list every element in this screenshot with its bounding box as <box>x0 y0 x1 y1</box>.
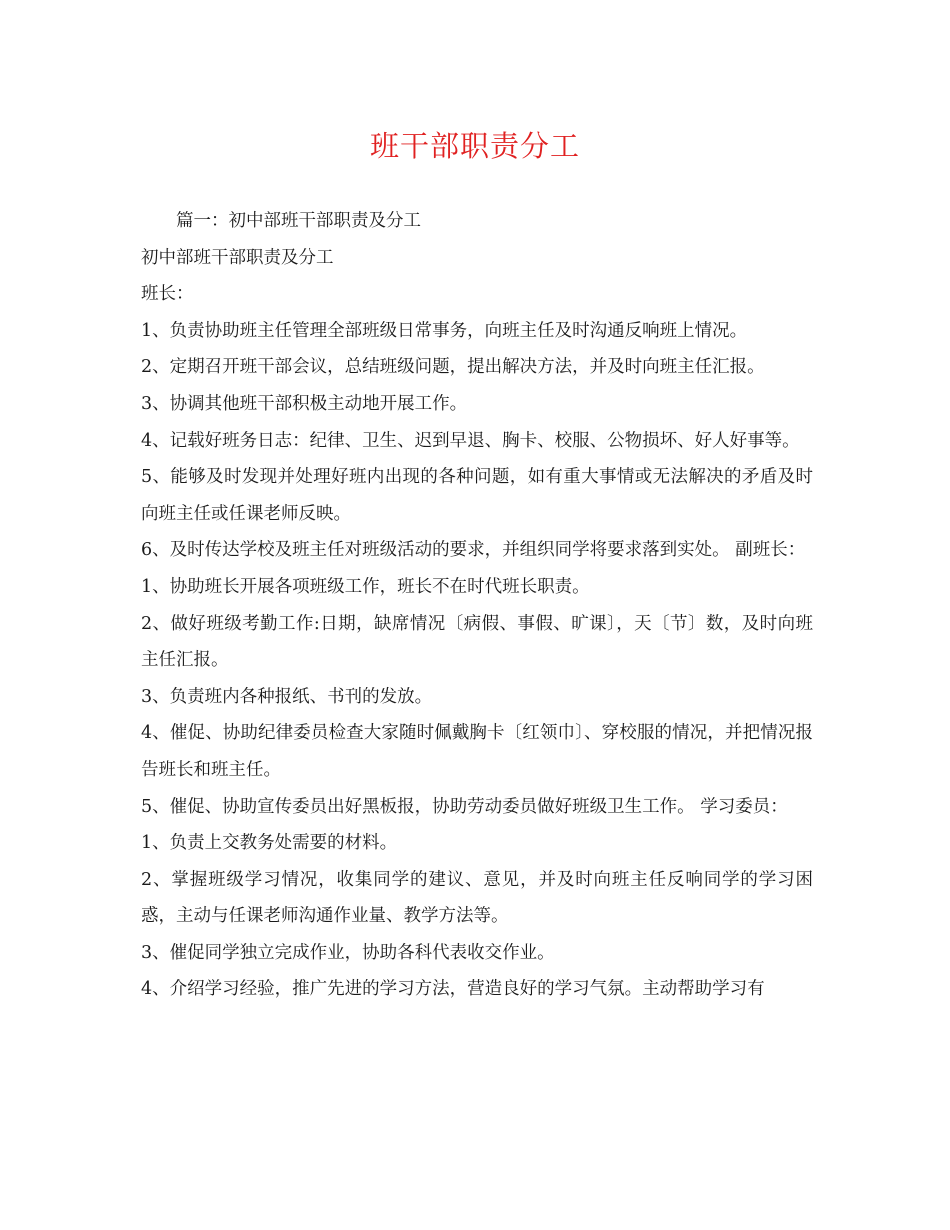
duty-item: 1、负责上交教务处需要的材料。 <box>141 833 398 854</box>
duty-item: 4、记载好班务日志：纪律、卫生、迟到早退、胸卡、校服、公物损坏、好人好事等。 <box>141 430 800 451</box>
duty-item: 3、催促同学独立完成作业，协助各科代表收交作业。 <box>141 942 555 963</box>
section-heading: 篇一：初中部班干部职责及分工 <box>176 211 421 231</box>
duty-item: 2、掌握班级学习情况，收集同学的建议、意见，并及时向班主任反响同学的学习困惑，主动与任课老师沟通作业量、教学方法等。 <box>141 869 813 927</box>
document-body <box>141 203 813 1008</box>
subtitle: 初中部班干部职责及分工 <box>141 247 334 268</box>
duty-item: 4、催促、协助纪律委员检查大家随时佩戴胸卡〔红领巾〕、穿校服的情况，并把情况报告班长和班主任。 <box>141 723 813 780</box>
duty-item: 3、协调其他班干部积极主动地开展工作。 <box>141 393 468 414</box>
duty-item: 5、能够及时发现并处理好班内出现的各种问题，如有重大事情或无法解决的矛盾及时向班主任或任课老师反映。 <box>141 467 813 524</box>
document-title: 班干部职责分工 <box>369 129 580 163</box>
duty-item: 3、负责班内各种报纸、书刊的发放。 <box>141 686 433 707</box>
duty-item: 6、及时传达学校及班主任对班级活动的要求，并组织同学将要求落到实处。 副班长： <box>141 540 806 561</box>
duty-item: 4、介绍学习经验，推广先进的学习方法，营造良好的学习气氛。主动帮助学习有 <box>141 979 765 1000</box>
duty-item: 1、负责协助班主任管理全部班级日常事务，向班主任及时沟通反响班上情况。 <box>141 320 748 341</box>
duty-item: 2、做好班级考勤工作:日期，缺席情况〔病假、事假、旷课〕，天〔节〕数，及时向班主任汇报。 <box>141 613 813 671</box>
role-heading-monitor: 班长： <box>141 284 194 305</box>
duty-item: 1、协助班长开展各项班级工作，班长不在时代班长职责。 <box>141 576 590 597</box>
duty-item: 5、催促、协助宣传委员出好黑板报，协助劳动委员做好班级卫生工作。 学习委员： <box>141 796 788 817</box>
duty-item: 2、定期召开班干部会议，总结班级问题，提出解决方法，并及时向班主任汇报。 <box>141 357 765 378</box>
